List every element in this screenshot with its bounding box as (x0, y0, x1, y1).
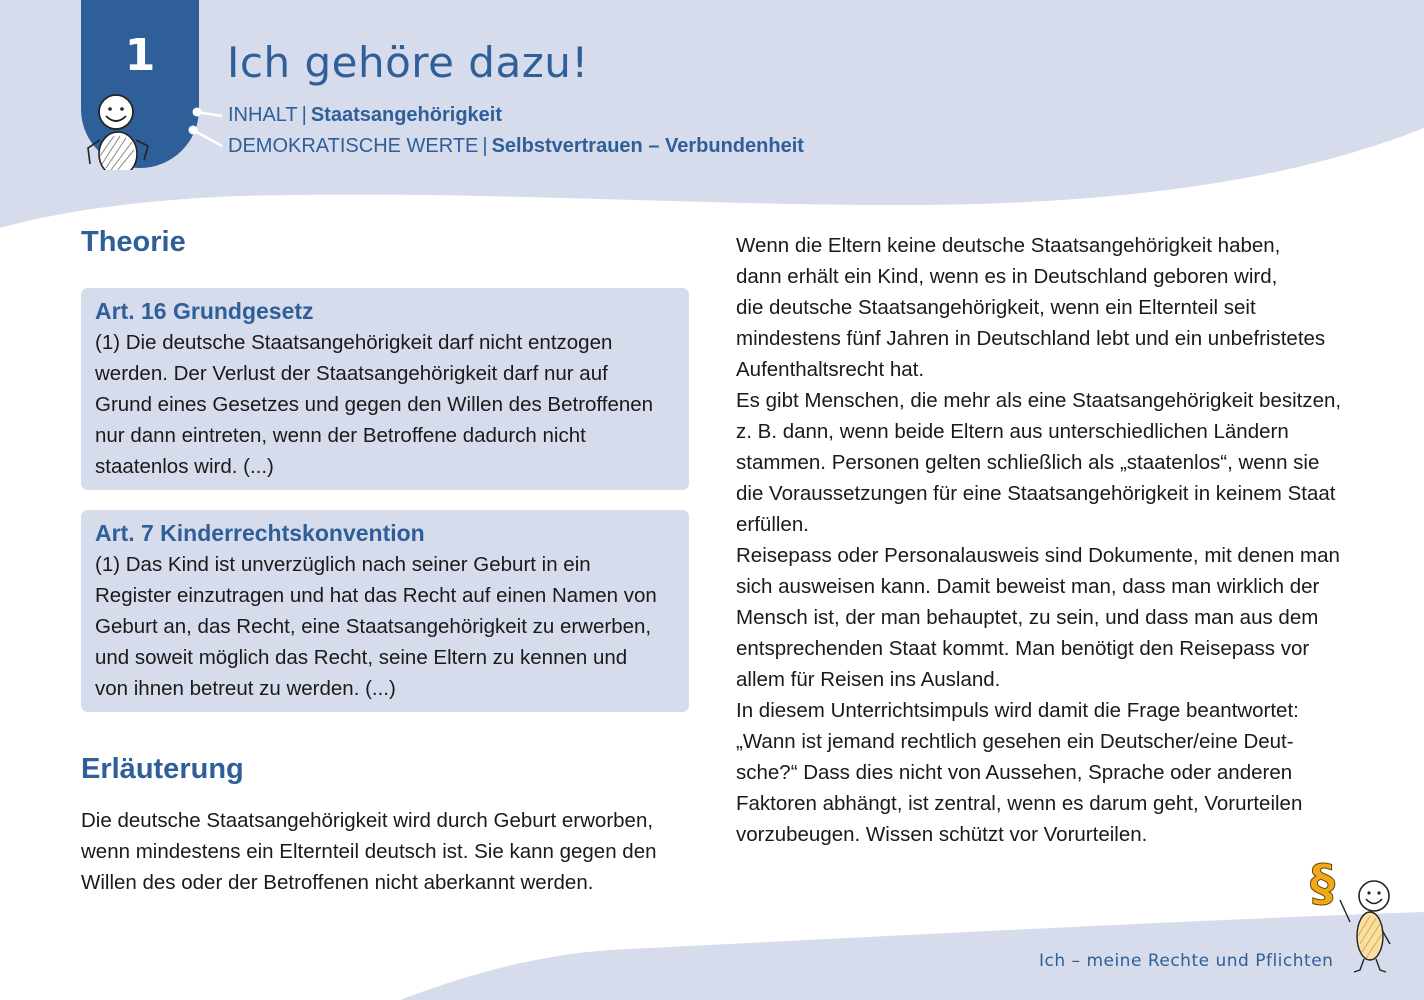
text-line: erfüllen. (736, 513, 809, 536)
text-line: Grund eines Gesetzes und gegen den Willen des Betroffenen (95, 393, 654, 416)
paragraph-sign: § (1310, 854, 1335, 912)
text-line: dann erhält ein Kind, wenn es in Deutschland geboren wird, (736, 265, 1278, 288)
text-line: Aufenthaltsrecht hat. (736, 358, 925, 381)
separator: | (482, 135, 488, 157)
text-line: nur dann eintreten, wenn der Betroffene dadurch nicht (95, 424, 586, 447)
text-line: die deutsche Staatsangehörigkeit, wenn ein Elternteil seit (736, 296, 1256, 319)
article-text (95, 327, 675, 482)
text-line: (1) Die deutsche Staatsangehörigkeit darf nicht entzogen (95, 331, 613, 354)
text-line: Geburt an, das Recht, eine Staatsangehörigkeit zu erwerben, (95, 615, 652, 638)
werte-label: DEMOKRATISCHE WERTE (228, 135, 479, 157)
inhalt-label: INHALT (228, 104, 298, 126)
text-line: „Wann ist jemand rechtlich gesehen ein Deutscher/eine Deut- (736, 730, 1294, 753)
text-line: (1) Das Kind ist unverzüglich nach seiner Geburt in ein (95, 553, 591, 576)
page-title: Ich gehöre dazu! (227, 38, 589, 87)
separator: | (301, 104, 307, 126)
section-heading-theorie: Theorie (81, 226, 186, 258)
werte-value: Selbstvertrauen – Verbundenheit (491, 135, 804, 157)
connector-lines (188, 104, 228, 152)
erlaeuterung-paragraph (81, 805, 681, 898)
section-heading-erlaeuterung: Erläuterung (81, 753, 244, 785)
text-line: z. B. dann, wenn beide Eltern aus unterschiedlichen Ländern (736, 420, 1289, 443)
mascot-figure-icon (86, 92, 152, 170)
text-line: und soweit möglich das Recht, seine Eltern zu kennen und (95, 646, 628, 669)
text-line: mindestens fünf Jahren in Deutschland lebt und ein unbefristetes (736, 327, 1326, 350)
article-box (81, 288, 689, 490)
article-title: Art. 16 Grundgesetz (95, 298, 314, 324)
text-line: sche?“ Dass dies nicht von Aussehen, Sprache oder anderen (736, 761, 1293, 784)
text-line: Die deutsche Staatsangehörigkeit wird durch Geburt erworben, (81, 809, 654, 832)
article-title: Art. 7 Kinderrechtskonvention (95, 520, 425, 546)
text-line: von ihnen betreut zu werden. (...) (95, 677, 396, 700)
chapter-number: 1 (124, 30, 156, 81)
text-line: wenn mindestens ein Elternteil deutsch ist. Sie kann gegen den (81, 840, 657, 863)
text-line: staatenlos wird. (...) (95, 455, 274, 478)
right-column-text (736, 230, 1346, 850)
text-line: Faktoren abhängt, ist zentral, wenn es darum geht, Vorurteilen (736, 792, 1303, 815)
text-line: allem für Reisen ins Ausland. (736, 668, 1001, 691)
text-line: Wenn die Eltern keine deutsche Staatsangehörigkeit haben, (736, 234, 1281, 257)
article-text (95, 549, 675, 704)
footer-label: Ich – meine Rechte und Pflichten (1039, 951, 1334, 971)
text-line: Mensch ist, der man behauptet, zu sein, und dass man aus dem (736, 606, 1319, 629)
werte-line (228, 135, 804, 158)
text-line: werden. Der Verlust der Staatsangehörigkeit darf nur auf (95, 362, 608, 385)
inhalt-value: Staatsangehörigkeit (310, 104, 503, 126)
mascot-paragraph-icon (1310, 852, 1400, 976)
text-line: sich ausweisen kann. Damit beweist man, dass man wirklich der (736, 575, 1320, 598)
text-line: Willen des oder der Betroffenen nicht aberkannt werden. (81, 871, 594, 894)
text-line: vorzubeugen. Wissen schützt vor Vorurteilen. (736, 823, 1148, 846)
text-line: die Voraussetzungen für eine Staatsangehörigkeit in keinem Staat (736, 482, 1336, 505)
text-line: Es gibt Menschen, die mehr als eine Staatsangehörigkeit besitzen, (736, 389, 1342, 412)
text-line: entsprechenden Staat kommt. Man benötigt den Reisepass vor (736, 637, 1310, 660)
text-line: stammen. Personen gelten schließlich als „staatenlos“, wenn sie (736, 451, 1320, 474)
text-line: In diesem Unterrichtsimpuls wird damit die Frage beantwortet: (736, 699, 1299, 722)
text-line: Reisepass oder Personalausweis sind Dokumente, mit denen man (736, 544, 1340, 567)
text-line: Register einzutragen und hat das Recht auf einen Namen von (95, 584, 657, 607)
article-box (81, 510, 689, 712)
inhalt-line (228, 104, 502, 127)
